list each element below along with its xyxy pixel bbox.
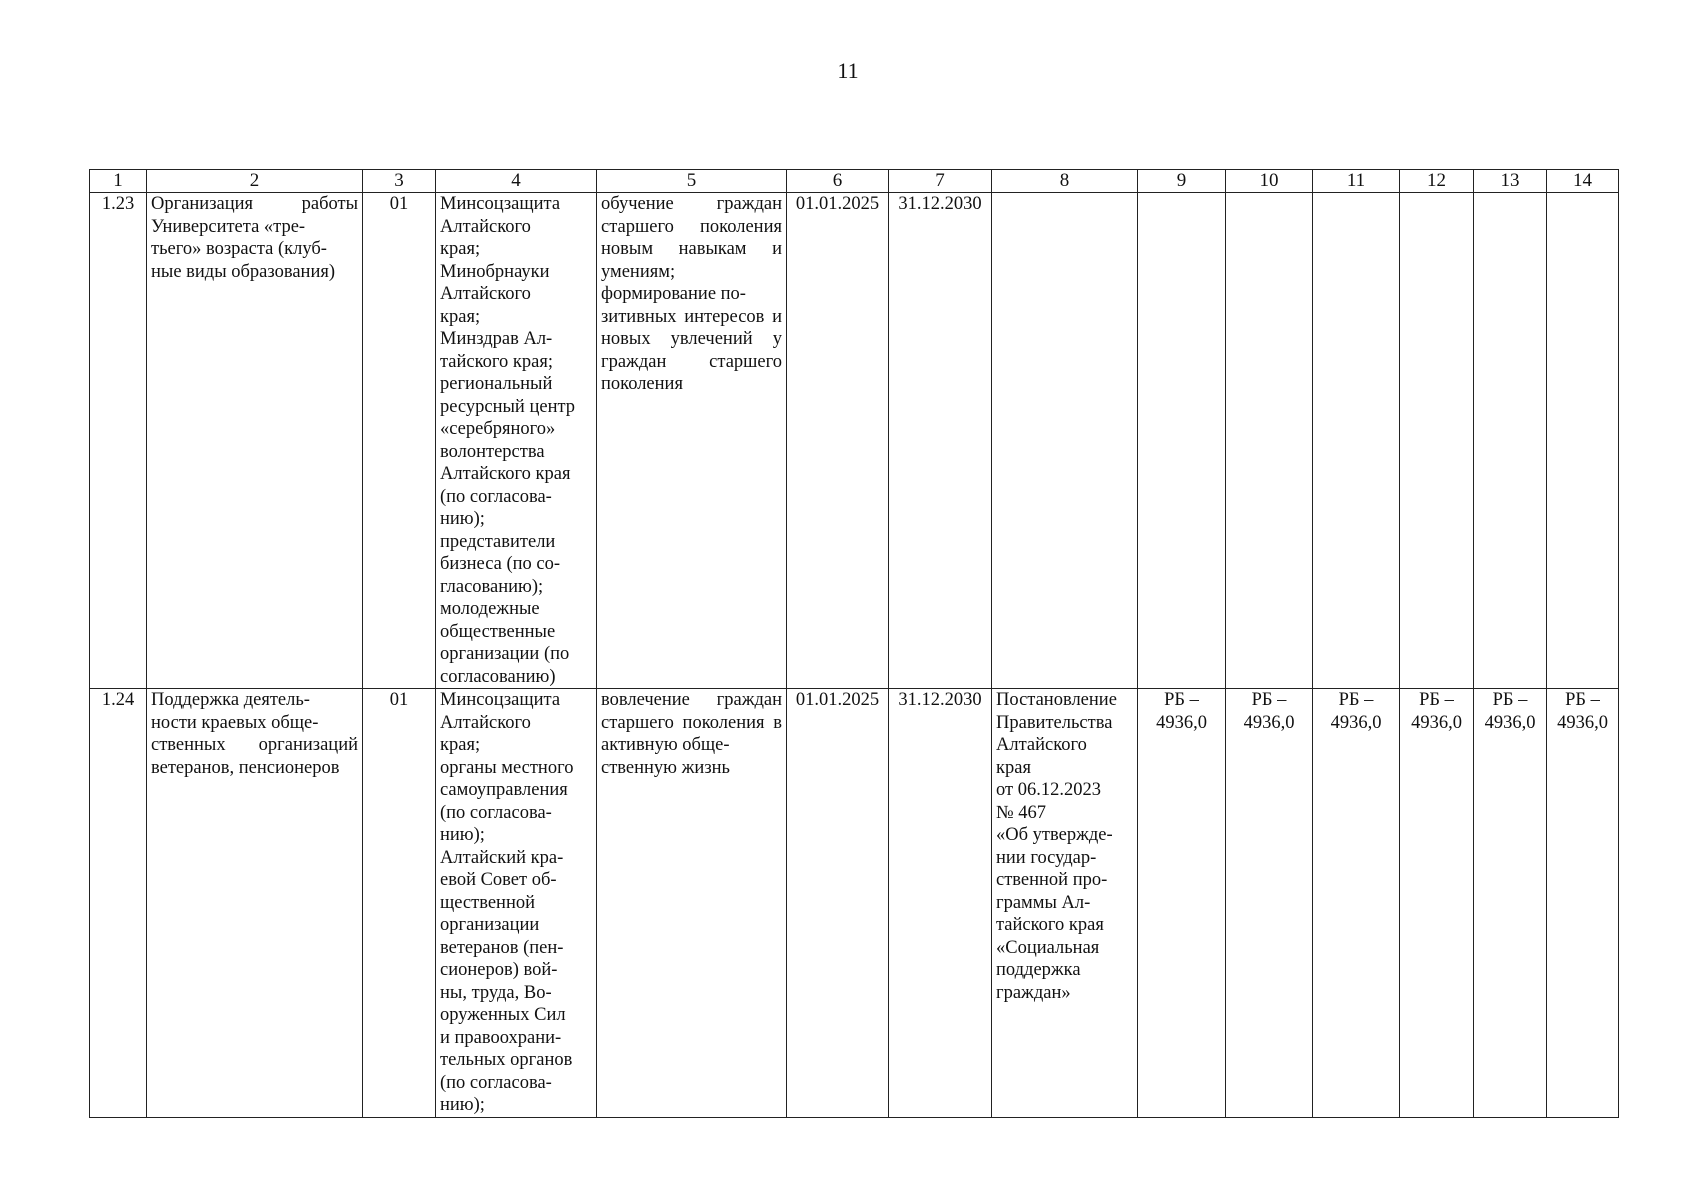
column-header: 5 — [597, 170, 787, 193]
start-date: 01.01.2025 — [787, 193, 889, 689]
code-cell: 01 — [363, 193, 436, 689]
start-date: 01.01.2025 — [787, 689, 889, 1118]
measure-name: Поддержка деятель- ности краевых обще- ственных организаций ветеранов, пенсионеров — [147, 689, 363, 1118]
funding-cell: РБ – 4936,0 — [1474, 689, 1547, 1118]
funding-cell: РБ – 4936,0 — [1313, 689, 1400, 1118]
table-row — [90, 193, 1619, 689]
funding-cell — [1400, 193, 1474, 689]
column-header: 14 — [1547, 170, 1619, 193]
row-number: 1.24 — [90, 689, 147, 1118]
row-number: 1.23 — [90, 193, 147, 689]
basis-cell — [992, 193, 1138, 689]
funding-cell — [1138, 193, 1226, 689]
column-header: 7 — [889, 170, 992, 193]
funding-cell: РБ – 4936,0 — [1400, 689, 1474, 1118]
end-date: 31.12.2030 — [889, 689, 992, 1118]
result-cell: вовлечение граждан старшего поколения в активную обще- ственную жизнь — [597, 689, 787, 1118]
column-header: 9 — [1138, 170, 1226, 193]
code-cell: 01 — [363, 689, 436, 1118]
executors-cell: Минсоцзащита Алтайского края; органы местного самоуправления (по согласова- нию); Алтайский кра- евой Совет об- щественной организации ветеранов (пен- сионеров) вой- ны, труда, Во- оруженных Сил и правоохрани- тельных органов (по согласова- нию); — [436, 689, 597, 1118]
page-number: 11 — [837, 58, 859, 83]
column-header: 12 — [1400, 170, 1474, 193]
column-header: 3 — [363, 170, 436, 193]
funding-cell: РБ – 4936,0 — [1547, 689, 1619, 1118]
measure-name: Организация работы Университета «тре- тьего» возраста (клуб- ные виды образования) — [147, 193, 363, 689]
column-header: 8 — [992, 170, 1138, 193]
column-header: 1 — [90, 170, 147, 193]
funding-cell: РБ – 4936,0 — [1138, 689, 1226, 1118]
end-date: 31.12.2030 — [889, 193, 992, 689]
result-cell: обучение граждан старшего поколения новым навыкам и умениям; формирование по- зитивных интересов и новых увлечений у граждан старшего поколения — [597, 193, 787, 689]
funding-cell — [1474, 193, 1547, 689]
basis-cell: Постановление Правительства Алтайского края от 06.12.2023 № 467 «Об утвержде- нии государ- ственной про- граммы Ал- тайского края «Социальная поддержка граждан» — [992, 689, 1138, 1118]
column-header: 13 — [1474, 170, 1547, 193]
measures-table — [89, 169, 1619, 1118]
column-header: 6 — [787, 170, 889, 193]
column-header: 2 — [147, 170, 363, 193]
funding-cell: РБ – 4936,0 — [1226, 689, 1313, 1118]
funding-cell — [1547, 193, 1619, 689]
funding-cell — [1313, 193, 1400, 689]
header-row — [90, 170, 1619, 193]
funding-cell — [1226, 193, 1313, 689]
column-header: 4 — [436, 170, 597, 193]
table-row — [90, 689, 1619, 1118]
column-header: 10 — [1226, 170, 1313, 193]
executors-cell: Минсоцзащита Алтайского края; Минобрнауки Алтайского края; Минздрав Ал- тайского края; региональный ресурсный центр «серебряного» волонтерства Алтайского края (по согласова- нию); представители бизнеса (по со- гласованию); молодежные общественные организации (по согласованию) — [436, 193, 597, 689]
column-header: 11 — [1313, 170, 1400, 193]
